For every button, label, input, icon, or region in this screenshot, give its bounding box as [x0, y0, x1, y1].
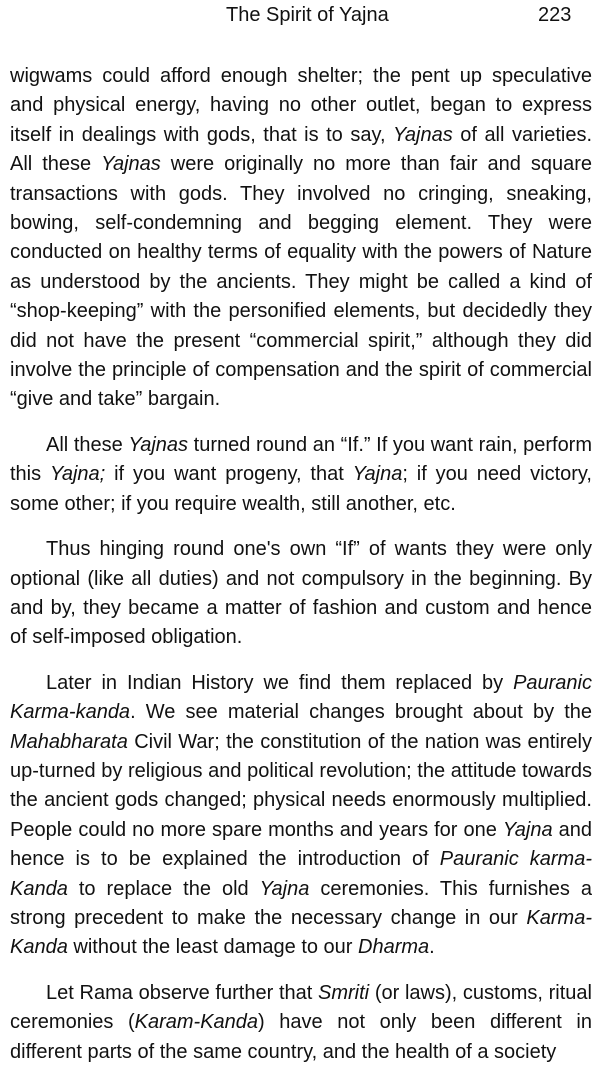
italic-term: Dharma: [358, 936, 430, 959]
paragraph-2: [10, 431, 592, 519]
italic-term: Yajna: [502, 818, 553, 841]
text-run: Civil War; the constitution of the nation was entirely up-turned by religious and political revolution; the attitude towards the ancient gods changed; physical needs enormously multiplied. People could no more spare months and years for one: [10, 730, 592, 841]
italic-term: Karam-Kanda: [134, 1011, 259, 1034]
body-text: [10, 62, 592, 1067]
text-run: Thus hinging round one's own “If” of wants they were only optional (like all duties) and not compulsory in the beginning. By and by, they became a matter of fashion and custom and hence of self-imposed obligation.: [10, 538, 592, 649]
text-run: ) have not only been different in different parts of the same country, and the health of a society: [10, 1011, 592, 1063]
italic-term: Yajnas: [128, 433, 189, 456]
italic-term: Pauranic Karma-kanda: [10, 671, 592, 724]
italic-term: Pauranic karma-Kanda: [10, 848, 592, 900]
running-title: The Spirit of Yajna: [226, 4, 389, 26]
text-run: ; if you need victory, some other; if you require wealth, still another, etc.: [10, 463, 592, 515]
italic-term: Yajnas: [393, 123, 453, 146]
paragraph-5: [10, 979, 592, 1067]
text-run: without the least damage to our: [67, 936, 359, 959]
text-run: wigwams could afford enough shelter; the pent up speculative and physical energy, having no other outlet, began to express itself in dealings with gods, that is to say,: [10, 65, 592, 146]
italic-term: Yajnas: [101, 153, 161, 176]
text-run: were originally no more than fair and square transactions with gods. They involved no cringing, sneaking, bowing, self-condemning and begging element. They were conducted on healthy terms of equality with the powers of Nature as understood by the ancients. They might be called a kind of “shop-keeping” with the personified elements, but decidedly they did not have the present “commercial spirit,” although they did involve the principle of compensation and the spirit of commercial “give and take” bargain.: [10, 153, 592, 411]
text-run: . We see material changes brought about by the: [130, 701, 592, 724]
paragraph-3: [10, 535, 592, 653]
text-run: (or laws), customs, ritual ceremonies (: [10, 981, 593, 1034]
italic-term: Yajna: [259, 877, 310, 900]
text-run: All these: [46, 433, 129, 456]
text-run: ceremonies. This furnishes a strong precedent to make the necessary change in our: [10, 877, 592, 929]
italic-term: Karma-Kanda: [10, 906, 592, 959]
text-run: turned round an “If.” If you want rain, perform this: [10, 433, 593, 486]
text-run: Later in Indian History we find them replaced by: [46, 671, 514, 694]
paragraph-1: [10, 62, 592, 415]
text-run: Let Rama observe further that: [46, 981, 319, 1004]
italic-term: Yajna: [352, 463, 403, 486]
paragraph-4: [10, 669, 592, 963]
text-run: and hence is to be explained the introduction of: [10, 818, 592, 871]
text-run: if you want progeny, that: [105, 463, 353, 486]
italic-term: Yajna;: [50, 463, 106, 486]
text-run: of all varieties. All these: [10, 123, 592, 176]
italic-term: Mahabharata: [10, 730, 128, 753]
text-run: .: [429, 936, 435, 959]
page-number: 223: [538, 4, 572, 26]
page-header: [0, 4, 600, 32]
italic-term: Smriti: [318, 981, 370, 1004]
text-run: to replace the old: [67, 877, 260, 900]
